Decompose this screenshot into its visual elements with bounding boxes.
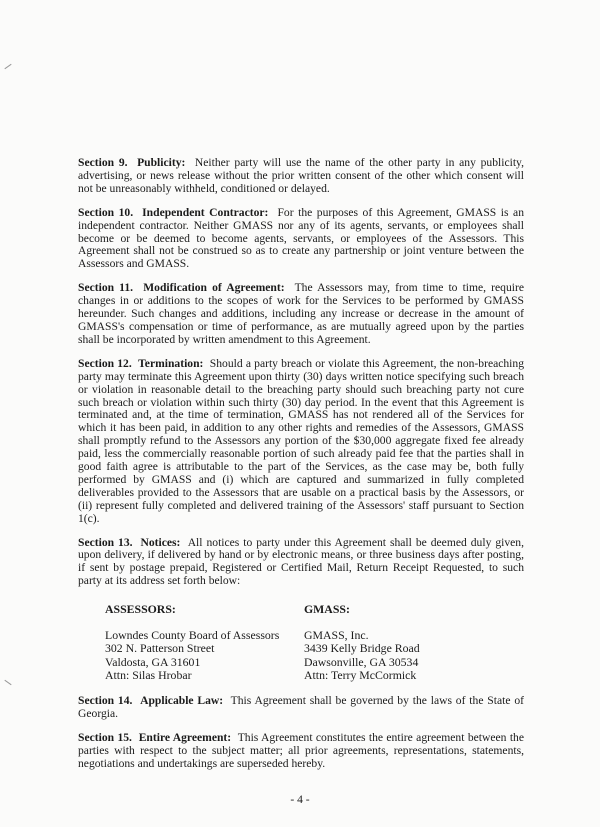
section-14 bbox=[78, 695, 524, 721]
section-title: Termination: bbox=[138, 356, 204, 370]
assessors-heading: ASSESSORS: bbox=[105, 602, 176, 617]
gmass-column bbox=[304, 602, 503, 682]
section-title: Independent Contractor: bbox=[142, 205, 269, 219]
assessors-column bbox=[105, 602, 304, 682]
address-line: 302 N. Patterson Street bbox=[105, 641, 215, 656]
section-10 bbox=[78, 207, 524, 272]
section-body: Should a party breach or violate this Agreement, the non-breaching party may terminate this Agreement upon thirty (30) days written notice specifying such breach or violation in reasonable detail to the breaching party should such breaching party not cure such breach or violation within such thirty (30) day period. In the event that this Agreement is terminated and, at the time of termination, GMASS has not rendered all of the Services for which it has been paid, in addition to any other rights and remedies of the Assessors, GMASS shall promptly refund to the Assessors any portion of the $30,000 aggregate fixed fee already paid, less the commercially reasonable portion of such already paid fee that the parties shall in good faith agree is attributable to the part of the Services, as the case may be, both fully performed by GMASS and (i) which are captured and summarized in fully completed deliverables provided to the Assessors that are usable on a practical basis by the Assessors, or (ii) represent fully completed and delivered training of the Assessors' staff pursuant to Section 1(c). bbox=[78, 356, 524, 525]
address-line: GMASS, Inc. bbox=[304, 628, 369, 643]
gmass-heading: GMASS: bbox=[304, 602, 350, 617]
section-label: Section 9. bbox=[78, 156, 128, 169]
section-title: Applicable Law: bbox=[140, 694, 224, 707]
address-line: Attn: Terry McCormick bbox=[304, 667, 417, 682]
section-15 bbox=[78, 732, 524, 771]
section-label: Section 14. bbox=[78, 694, 133, 707]
section-label: Section 13. bbox=[78, 535, 133, 549]
address-line: Attn: Silas Hrobar bbox=[105, 667, 192, 682]
address-line: Lowndes County Board of Assessors bbox=[105, 628, 280, 643]
page-number: - 4 - bbox=[290, 792, 310, 806]
section-body: All notices to party under this Agreement shall be deemed duly given, upon delivery, if delivered by hand or by electronic means, or three business days after posting, if sent by postage prepaid, Registered or Certified Mail, Return Receipt Requested, to such party at its address set forth below: bbox=[78, 535, 524, 588]
section-body: This Agreement shall be governed by the laws of the State of Georgia. bbox=[78, 694, 524, 720]
section-title: Notices: bbox=[140, 535, 181, 549]
section-label: Section 10. bbox=[78, 205, 134, 219]
address-line: 3439 Kelly Bridge Road bbox=[304, 641, 420, 656]
section-12 bbox=[78, 358, 524, 526]
address-blocks bbox=[105, 602, 524, 682]
section-label: Section 11. bbox=[78, 281, 134, 295]
section-11 bbox=[78, 282, 524, 347]
section-body: Neither party will use the name of the other party in any publicity, advertising, or news release without the prior written consent of the other which consent will not be unreasonably withheld, conditioned or delayed. bbox=[78, 156, 524, 195]
section-13 bbox=[78, 537, 524, 589]
section-body: For the purposes of this Agreement, GMASS is an independent contractor. Neither GMASS nor any of its agents, servants, or employees shall become or be deemed to become agents, servants, or employees of the Assessors. This Agreement shall not be construed so as to create any partnership or joint venture between the Assessors and GMASS. bbox=[78, 205, 524, 271]
assessors-address bbox=[105, 629, 304, 682]
section-9 bbox=[78, 157, 524, 196]
section-title: Modification of Agreement: bbox=[143, 281, 285, 295]
section-label: Section 15. bbox=[78, 730, 132, 744]
section-title: Publicity: bbox=[137, 156, 186, 169]
address-line: Dawsonville, GA 30534 bbox=[304, 654, 419, 669]
section-title: Entire Agreement: bbox=[138, 730, 232, 744]
section-label: Section 12. bbox=[78, 356, 132, 370]
section-body: The Assessors may, from time to time, require changes in or additions to the scopes of work for the Services to be performed by GMASS hereunder. Such changes and additions, including any increase or decrease in the amount of GMASS's compensation or time of performance, as are mutually agreed upon by the parties shall be incorporated by written amendment to this Agreement. bbox=[78, 281, 525, 346]
gmass-address bbox=[304, 629, 503, 682]
section-body: This Agreement constitutes the entire agreement between the parties with respect to the subject matter; all prior agreements, representations, statements, negotiations and undertakings are superseded hereby. bbox=[78, 730, 524, 770]
address-line: Valdosta, GA 31601 bbox=[105, 654, 201, 669]
